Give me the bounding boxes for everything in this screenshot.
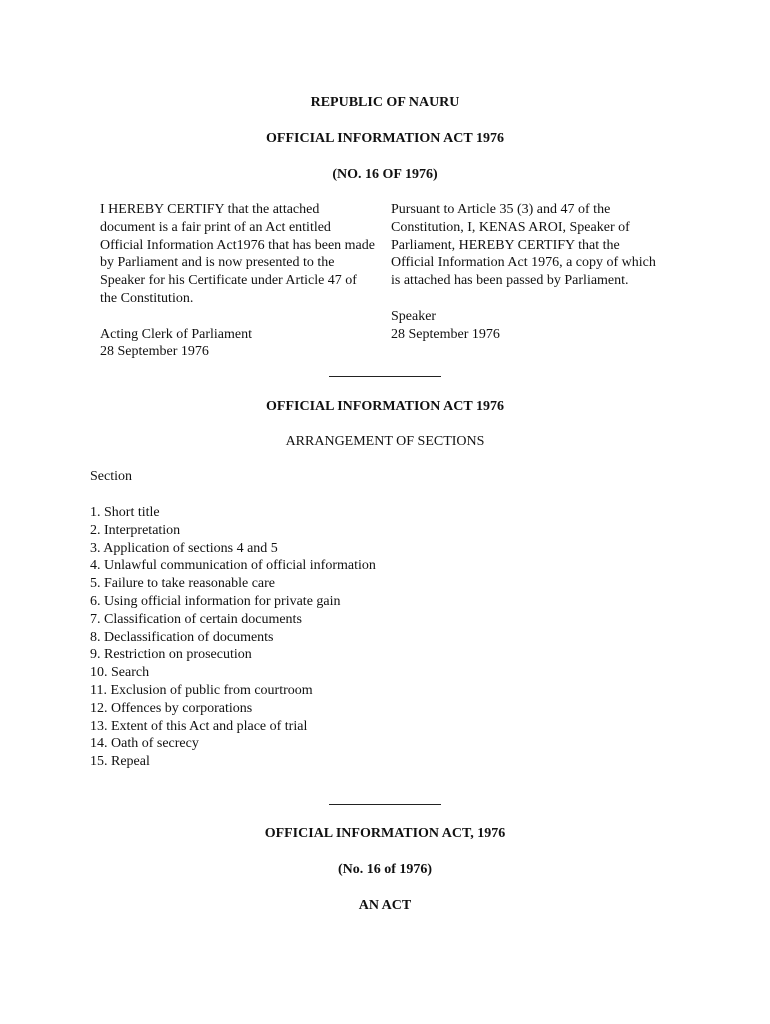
divider-rule [329, 804, 441, 805]
list-item: 4. Unlawful communication of official information [90, 558, 376, 574]
section-label: Section [90, 469, 132, 484]
clerk-certification-text: I HEREBY CERTIFY that the attached document is a fair print of an Act entitled Official Information Act1976 that has been made by Parliament and is now presented to the Speaker for his Certificate under Article 47 of the Constitution. [100, 202, 375, 306]
list-item: 12. Offences by corporations [90, 700, 253, 716]
clerk-date: 28 September 1976 [100, 344, 209, 360]
speaker-certification-text: Pursuant to Article 35 (3) and 47 of the Constitution, I, KENAS AROI, Speaker of Parliament, HEREBY CERTIFY that the Official Information Act 1976, a copy of which is attached has been passed by Parliament. [391, 202, 656, 289]
arrangement-heading: ARRANGEMENT OF SECTIONS [285, 434, 485, 449]
speaker-certification [391, 201, 661, 343]
act-title-heading: OFFICIAL INFORMATION ACT 1976 [266, 131, 504, 146]
list-item: 6. Using official information for private gain [90, 593, 341, 609]
footer-act-number: (No. 16 of 1976) [337, 862, 433, 877]
an-act-heading: AN ACT [358, 898, 412, 913]
footer-act-title: OFFICIAL INFORMATION ACT, 1976 [264, 826, 506, 841]
clerk-certification [100, 201, 375, 361]
sections-list [90, 504, 376, 771]
act-number-heading: (NO. 16 OF 1976) [332, 167, 438, 182]
list-item: 8. Declassification of documents [90, 629, 274, 645]
list-item: 14. Oath of secrecy [90, 736, 199, 752]
arrangement-act-title: OFFICIAL INFORMATION ACT 1976 [266, 399, 504, 414]
republic-heading: REPUBLIC OF NAURU [310, 95, 460, 110]
speaker-signatory: Speaker [391, 308, 437, 324]
speaker-date: 28 September 1976 [391, 326, 500, 342]
list-item: 7. Classification of certain documents [90, 611, 302, 627]
divider-rule [329, 376, 441, 377]
list-item: 2. Interpretation [90, 522, 181, 538]
list-item: 15. Repeal [90, 754, 150, 770]
list-item: 1. Short title [90, 505, 160, 520]
clerk-signatory: Acting Clerk of Parliament [100, 326, 253, 342]
list-item: 13. Extent of this Act and place of trial [90, 718, 308, 734]
list-item: 10. Search [90, 665, 150, 681]
list-item: 3. Application of sections 4 and 5 [90, 540, 278, 556]
list-item: 11. Exclusion of public from courtroom [90, 682, 313, 698]
list-item: 9. Restriction on prosecution [90, 647, 252, 663]
list-item: 5. Failure to take reasonable care [90, 576, 276, 592]
